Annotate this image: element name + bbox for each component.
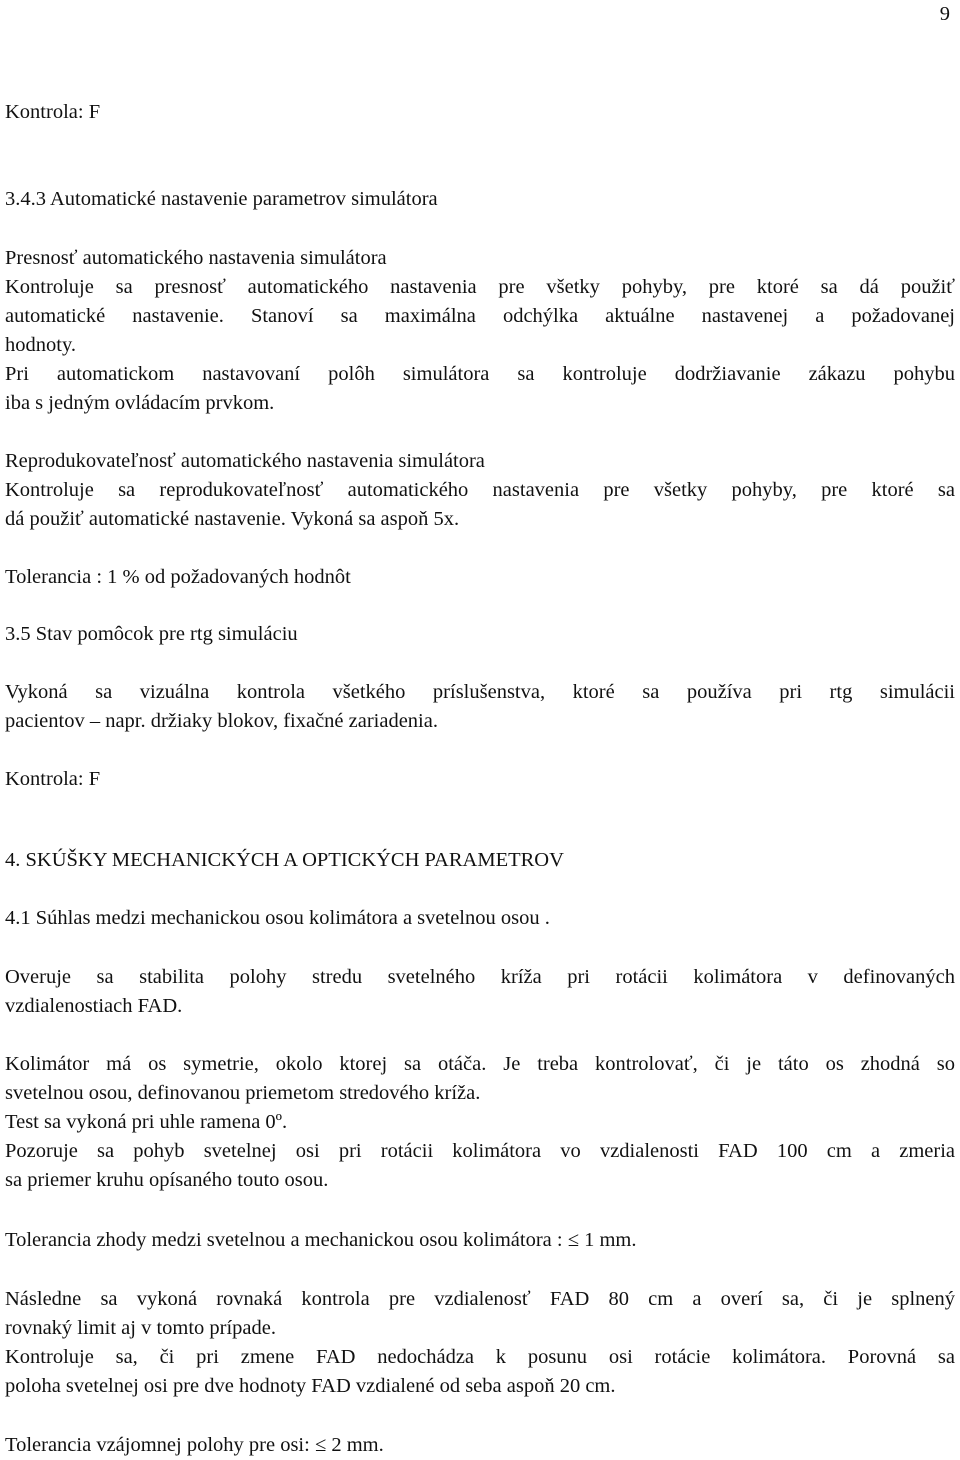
section-heading-4-1: 4.1 Súhlas medzi mechanickou osou kolimátora a svetelnou osou . <box>5 907 550 929</box>
paragraph-line: sa priemer kruhu opísaného touto osou. <box>5 1169 329 1191</box>
section-heading-3-4-3: 3.4.3 Automatické nastavenie parametrov simulátora <box>5 188 438 210</box>
paragraph-line: hodnoty. <box>5 334 76 356</box>
section-heading-3-5: 3.5 Stav pomôcok pre rtg simuláciu <box>5 623 298 645</box>
tolerance-line: Tolerancia : 1 % od požadovaných hodnôt <box>5 566 351 588</box>
tolerance-line: Tolerancia vzájomnej polohy pre osi: ≤ 2 mm. <box>5 1434 384 1456</box>
paragraph-line: Overuje sa stabilita polohy stredu svetelného kríža pri rotácii kolimátora v definovaných <box>5 966 955 988</box>
paragraph-line: poloha svetelnej osi pre dve hodnoty FAD vzdialené od seba aspoň 20 cm. <box>5 1375 616 1397</box>
paragraph-line: iba s jedným ovládacím prvkom. <box>5 392 275 414</box>
chapter-heading-4: 4. SKÚŠKY MECHANICKÝCH A OPTICKÝCH PARAMETROV <box>5 849 564 871</box>
paragraph-line: Kontroluje sa presnosť automatického nastavenia pre všetky pohyby, pre ktoré sa dá použiť <box>5 276 955 298</box>
paragraph-line: Vykoná sa vizuálna kontrola všetkého príslušenstva, ktoré sa používa pri rtg simulácii <box>5 681 955 703</box>
paragraph-line: Pri automatickom nastavovaní polôh simulátora sa kontroluje dodržiavanie zákazu pohybu <box>5 363 955 385</box>
paragraph-line: Kolimátor má os symetrie, okolo ktorej sa otáča. Je treba kontrolovať, či je táto os zhodná so <box>5 1053 955 1075</box>
control-label: Kontrola: F <box>5 768 101 790</box>
paragraph-line: Pozoruje sa pohyb svetelnej osi pri rotácii kolimátora vo vzdialenosti FAD 100 cm a zmeria <box>5 1140 955 1162</box>
paragraph-line: Test sa vykoná pri uhle ramena 0º. <box>5 1111 288 1133</box>
page-number: 9 <box>939 3 950 25</box>
paragraph-line: rovnaký limit aj v tomto prípade. <box>5 1317 277 1339</box>
paragraph-line: Kontroluje sa, či pri zmene FAD nedochádza k posunu osi rotácie kolimátora. Porovná sa <box>5 1346 955 1368</box>
paragraph-line: svetelnou osou, definovanou priemetom stredového kríža. <box>5 1082 481 1104</box>
subheading-reproducibility: Reprodukovateľnosť automatického nastavenia simulátora <box>5 450 485 472</box>
paragraph-line: automatické nastavenie. Stanoví sa maximálna odchýlka aktuálne nastavenej a požadovanej <box>5 305 955 327</box>
paragraph-line: vzdialenostiach FAD. <box>5 995 183 1017</box>
paragraph-line: dá použiť automatické nastavenie. Vykoná sa aspoň 5x. <box>5 508 460 530</box>
subheading-accuracy: Presnosť automatického nastavenia simulátora <box>5 247 387 269</box>
tolerance-line: Tolerancia zhody medzi svetelnou a mechanickou osou kolimátora : ≤ 1 mm. <box>5 1229 637 1251</box>
paragraph-line: pacientov – napr. držiaky blokov, fixačné zariadenia. <box>5 710 438 732</box>
paragraph-line: Následne sa vykoná rovnaká kontrola pre vzdialenosť FAD 80 cm a overí sa, či je splnený <box>5 1288 955 1310</box>
paragraph-line: Kontroluje sa reprodukovateľnosť automatického nastavenia pre všetky pohyby, pre ktoré sa <box>5 479 955 501</box>
control-label: Kontrola: F <box>5 101 101 123</box>
